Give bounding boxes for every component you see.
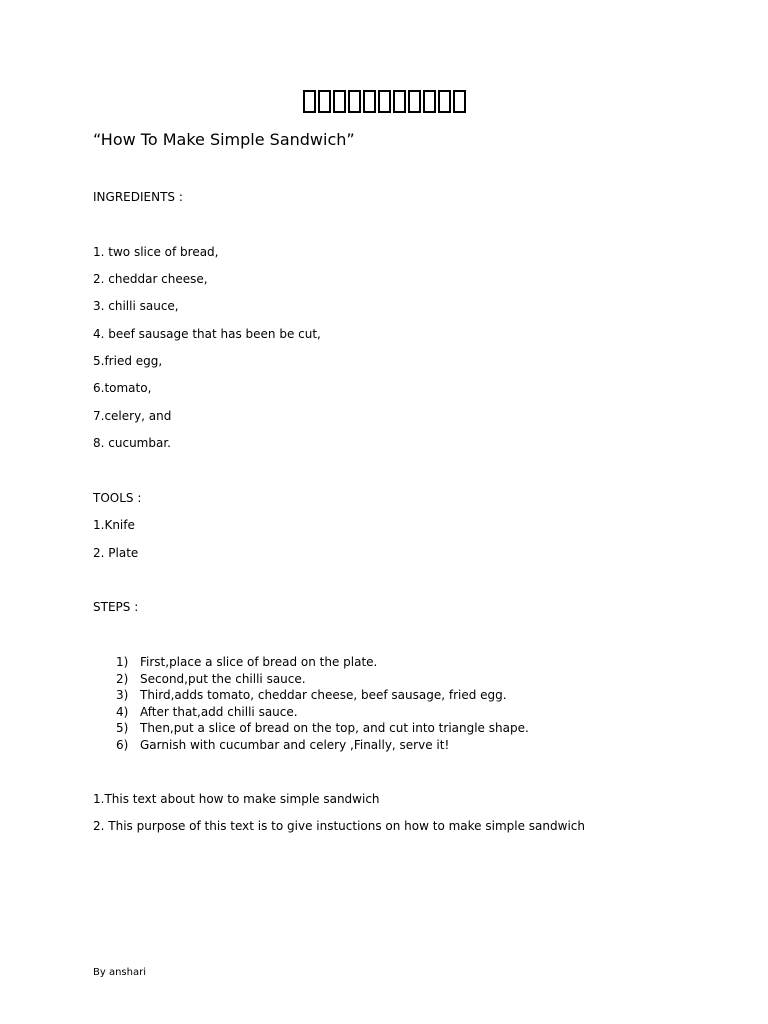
missing-glyph-box (423, 90, 436, 113)
document-subtitle: “How To Make Simple Sandwich” (93, 130, 355, 149)
step-number: 3) (116, 688, 129, 702)
step-item (116, 737, 529, 754)
page-title-missing-glyphs (0, 90, 768, 120)
step-text: After that,add chilli sauce. (140, 704, 298, 719)
tools-heading: TOOLS : (93, 491, 142, 505)
missing-glyph-box (348, 90, 361, 113)
ingredient-item: 7.celery, and (93, 409, 172, 423)
missing-glyph-box (333, 90, 346, 113)
step-text: First,place a slice of bread on the plate. (140, 655, 378, 669)
ingredient-item: 2. cheddar cheese, (93, 272, 208, 286)
ingredient-item: 3. chilli sauce, (93, 299, 179, 313)
tool-item: 1.Knife (93, 518, 135, 532)
step-number: 4) (116, 704, 129, 719)
step-item (116, 704, 529, 721)
step-text: Second,put the chilli sauce. (140, 671, 306, 686)
missing-glyph-box (393, 90, 406, 113)
tool-item: 2. Plate (93, 546, 139, 560)
ingredient-item: 4. beef sausage that has been be cut, (93, 327, 321, 341)
step-number: 6) (116, 737, 129, 752)
ingredients-heading: INGREDIENTS : (93, 190, 183, 204)
steps-heading: STEPS : (93, 600, 139, 614)
missing-glyph-box (438, 90, 451, 113)
step-number: 2) (116, 671, 129, 686)
missing-glyph-box (408, 90, 421, 113)
step-item (116, 671, 529, 688)
ingredient-item: 1. two slice of bread, (93, 245, 219, 259)
steps-list (116, 654, 529, 753)
step-number: 1) (116, 655, 129, 669)
answer-item: 2. This purpose of this text is to give instuctions on how to make simple sandwich (93, 819, 585, 833)
step-text: Third,adds tomato, cheddar cheese, beef sausage, fried egg. (140, 688, 507, 702)
answer-item: 1.This text about how to make simple sandwich (93, 792, 380, 806)
ingredient-item: 5.fried egg, (93, 354, 163, 368)
step-item (116, 720, 529, 737)
ingredient-item: 8. cucumbar. (93, 436, 171, 450)
missing-glyph-box (303, 90, 316, 113)
step-number: 5) (116, 721, 129, 735)
step-text: Garnish with cucumbar and celery ,Finally, serve it! (140, 737, 450, 752)
missing-glyph-box (363, 90, 376, 113)
step-item (116, 687, 529, 704)
missing-glyph-box (318, 90, 331, 113)
missing-glyph-box (453, 90, 466, 113)
step-text: Then,put a slice of bread on the top, and cut into triangle shape. (140, 721, 529, 735)
ingredient-item: 6.tomato, (93, 381, 152, 395)
step-item (116, 654, 529, 671)
missing-glyph-box (378, 90, 391, 113)
author-footer: By anshari (93, 967, 146, 978)
